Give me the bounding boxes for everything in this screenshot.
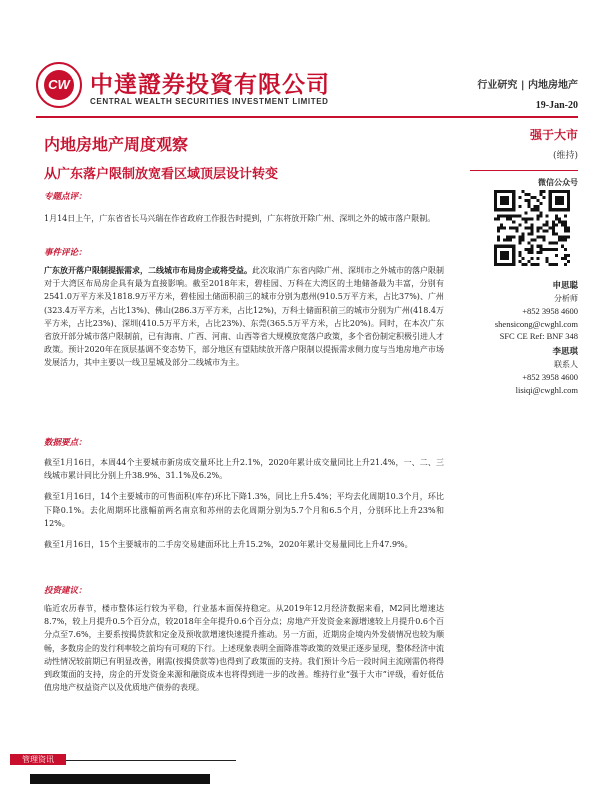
data-point-3: 截至1月16日，15个主要城市的二手房交易建面环比上升15.2%，2020年累计交易量同比上升47.9%。 bbox=[44, 540, 413, 550]
rating: 强于大市 bbox=[529, 128, 578, 142]
company-logo bbox=[36, 62, 82, 108]
section-event bbox=[44, 246, 444, 370]
report-category: 行业研究 | 内地房地产 bbox=[477, 80, 578, 91]
footer-block bbox=[30, 774, 210, 784]
section-comment bbox=[44, 190, 444, 225]
rating-divider bbox=[470, 170, 578, 171]
analyst-phone: +852 3958 4600 bbox=[522, 306, 578, 316]
footer-tag: 管理资讯 bbox=[10, 754, 66, 765]
analyst-card-1 bbox=[495, 280, 578, 343]
logo-mark: CW bbox=[44, 70, 74, 100]
section-heading: 事件评论： bbox=[44, 248, 87, 258]
company-name-cn: 中達證券投資有限公司 bbox=[90, 72, 330, 98]
footer-rule bbox=[66, 760, 236, 761]
report-date: 19-Jan-20 bbox=[535, 100, 578, 111]
analyst-name: 申思聪 bbox=[552, 281, 578, 291]
section-invest bbox=[44, 584, 444, 694]
section-heading: 数据要点： bbox=[44, 438, 87, 448]
analyst-cert: SFC CE Ref: BNF 348 bbox=[499, 331, 578, 341]
analyst-card-2 bbox=[516, 346, 578, 396]
contact-name: 李思琪 bbox=[552, 347, 578, 357]
report-title: 内地房地产周度观察 bbox=[44, 135, 189, 154]
wechat-qr-code[interactable] bbox=[494, 190, 570, 266]
data-point-1: 截至1月16日，本周44个主要城市新房成交量环比上升2.1%，2020年累计成交量同比上升21.4%，一、二、三线城市累计同比分别上升38.9%、31.1%及6.2%。 bbox=[44, 458, 444, 481]
company-name-en: CENTRAL WEALTH SECURITIES INVESTMENT LIMITED bbox=[90, 97, 329, 106]
section-heading: 专题点评： bbox=[44, 192, 87, 202]
invest-paragraph: 临近农历春节，楼市整体运行较为平稳，行业基本面保持稳定。从2019年12月经济数据来看，M2同比增速达8.7%，较上月提升0.5个百分点，较2018年全年提升0.6个百分点；房地产开发资金来源增速较上月提升0.6个百分点至7.6%，主要系按揭贷款和定金及预收款增速快速提升推动。另一方面，近期房企境内外发债情况也较为顺畅，多数房企的发行利率较之前均有可观的下行。上述现象表明全面降准等政策的效果正逐步显现，整体经济中流动性情况较前期已有明显改善，刚需(按揭贷款等)也得到了政策面的支持。我们预计今后一段时间主流刚需仍将得到政策面的支持，房企的开发资金来源和融资成本也将得到进一步的改善。维持行业“强于大市”评级，看好低估值房地产权益资产以及优质地产债券的表现。 bbox=[44, 604, 444, 693]
comment-paragraph: 1月14日上午，广东省省长马兴瑞在作省政府工作报告时提到，广东将放开除广州、深圳之外的城市落户限制。 bbox=[44, 214, 436, 223]
analyst-email[interactable]: shensicong@cwghl.com bbox=[494, 318, 578, 329]
analyst-role: 分析师 bbox=[554, 293, 578, 303]
section-heading: 投资建议： bbox=[44, 586, 87, 596]
event-paragraph bbox=[44, 264, 444, 370]
event-body: 此次取消广东省内除广州、深圳市之外城市的落户限制对于大湾区布局房企具有最为直接影响。截至2018年末，碧桂园、万科在大湾区的土地储备最为丰富，分别有2541.0万平方米及1818.9万平方米，碧桂园土储面积前三的城市分别为惠州(910.5万平方米，占比37%)、广州(323.4万平方米，占比13%)、佛山(286.3万平方米，占比12%)，万科土储面积前三的城市分别为广州(418.4万平方米，占比23%)、深圳(410.5万平方米，占比23%)、东莞(365.5万平方米，占比20%)。同时，在本次广东省放开部分城市落户限制前，已有海南、广西、河南、山西等省大规模放宽落户政策，多个省份制定积极引进人才政策。预计2020年在顶层基调不变态势下，部分地区有望陆续放开落户限制以提振需求侧力度与当地房地产市场发展活力，其中主要以一线卫星城及部分二线城市为主。 bbox=[44, 266, 444, 368]
contact-email[interactable]: lisiqi@cwghl.com bbox=[515, 384, 578, 395]
rating-sub: (维持) bbox=[552, 151, 578, 161]
data-point-2: 截至1月16日，14个主要城市的可售面积(库存)环比下降1.3%，同比上升5.4%；平均去化周期10.3个月，环比下降0.1%。去化周期环比涨幅前两名南京和苏州的去化周期分别为5.7个月和6.5个月，分别环比上升23%和12%。 bbox=[44, 492, 444, 528]
contact-phone: +852 3958 4600 bbox=[522, 372, 578, 382]
event-lead: 广东放开落户限制提振需求，二线城市布局房企或将受益。 bbox=[44, 266, 252, 275]
wechat-label: 微信公众号 bbox=[538, 177, 578, 187]
section-data bbox=[44, 436, 444, 551]
report-subtitle: 从广东落户限制放宽看区域顶层设计转变 bbox=[44, 167, 279, 182]
footer bbox=[0, 754, 280, 786]
contact-role: 联系人 bbox=[554, 359, 578, 369]
header-divider bbox=[36, 116, 578, 118]
